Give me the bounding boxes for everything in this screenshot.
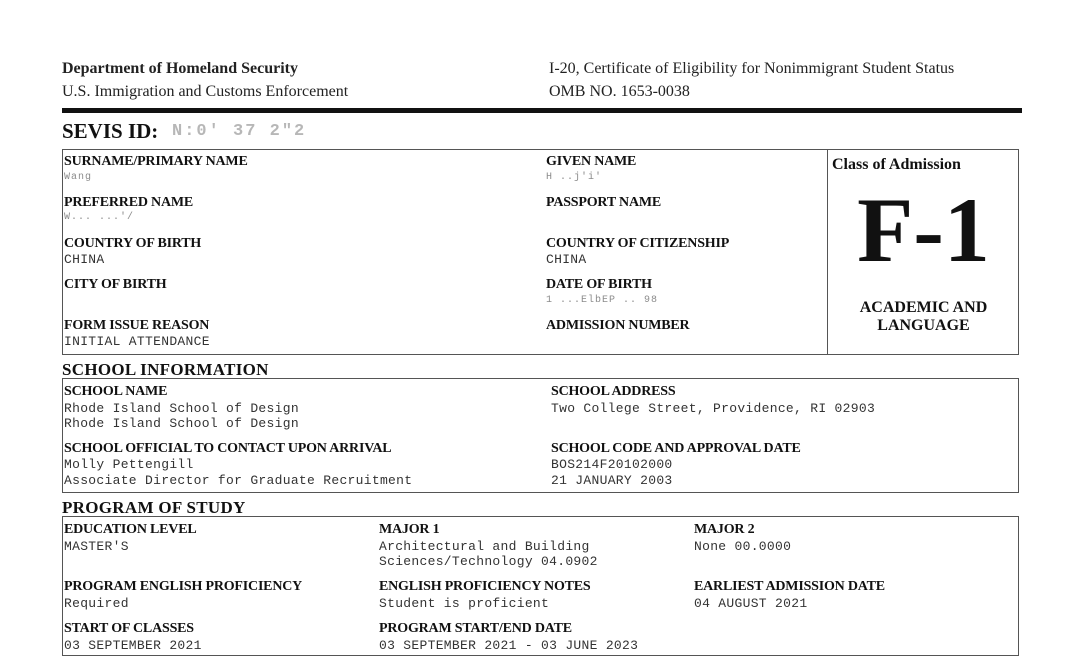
school-approval-date: 21 JANUARY 2003 bbox=[551, 473, 673, 488]
school-code-value: BOS214F20102000 bbox=[551, 457, 673, 472]
major1-line2: Sciences/Technology 04.0902 bbox=[379, 554, 598, 569]
school-official-label: SCHOOL OFFICIAL TO CONTACT UPON ARRIVAL bbox=[64, 441, 392, 456]
preferred-name-label: PREFERRED NAME bbox=[64, 195, 194, 210]
surname-label: SURNAME/PRIMARY NAME bbox=[64, 154, 248, 169]
school-official-title: Associate Director for Graduate Recruitment bbox=[64, 473, 413, 488]
country-of-citizenship-label: COUNTRY OF CITIZENSHIP bbox=[546, 236, 730, 251]
school-official-name: Molly Pettengill bbox=[64, 457, 194, 472]
form-title: I-20, Certificate of Eligibility for Nonimmigrant Student Status bbox=[549, 60, 955, 77]
preferred-name-value: W... ...'/ bbox=[64, 212, 135, 223]
surname-value: Wang bbox=[64, 172, 93, 183]
school-name-line2: Rhode Island School of Design bbox=[64, 416, 299, 431]
agency-name: Department of Homeland Security bbox=[62, 60, 298, 77]
sub-agency-name: U.S. Immigration and Customs Enforcement bbox=[62, 83, 349, 100]
start-of-classes-value: 03 SEPTEMBER 2021 bbox=[64, 638, 202, 653]
class-of-admission-label: Class of Admission bbox=[832, 156, 961, 173]
program-of-study-title: PROGRAM OF STUDY bbox=[62, 498, 246, 517]
english-notes-label: ENGLISH PROFICIENCY NOTES bbox=[379, 579, 591, 594]
program-dates-label: PROGRAM START/END DATE bbox=[379, 621, 572, 636]
header-divider bbox=[62, 108, 1022, 113]
education-level-value: MASTER'S bbox=[64, 539, 129, 554]
admission-category-line1: ACADEMIC AND bbox=[859, 299, 988, 316]
omb-number: OMB NO. 1653-0038 bbox=[549, 83, 690, 100]
earliest-admission-value: 04 AUGUST 2021 bbox=[694, 596, 808, 611]
english-proficiency-label: PROGRAM ENGLISH PROFICIENCY bbox=[64, 579, 303, 594]
country-of-birth-value: CHINA bbox=[64, 252, 105, 267]
city-of-birth-label: CITY OF BIRTH bbox=[64, 277, 167, 292]
date-of-birth-label: DATE OF BIRTH bbox=[546, 277, 652, 292]
country-of-birth-label: COUNTRY OF BIRTH bbox=[64, 236, 202, 251]
school-code-label: SCHOOL CODE AND APPROVAL DATE bbox=[551, 441, 801, 456]
education-level-label: EDUCATION LEVEL bbox=[64, 522, 197, 537]
form-issue-reason-label: FORM ISSUE REASON bbox=[64, 318, 210, 333]
school-name-label: SCHOOL NAME bbox=[64, 384, 168, 399]
sevis-id-label: SEVIS ID: bbox=[62, 119, 159, 143]
program-dates-value: 03 SEPTEMBER 2021 - 03 JUNE 2023 bbox=[379, 638, 639, 653]
school-name-line1: Rhode Island School of Design bbox=[64, 401, 299, 416]
sevis-id-value: N:0' 37 2"2 bbox=[172, 122, 307, 141]
major2-value: None 00.0000 bbox=[694, 539, 792, 554]
given-name-value: H ..j'i' bbox=[546, 172, 603, 183]
date-of-birth-value: 1 ...ElbEP .. 98 bbox=[546, 295, 659, 306]
english-proficiency-value: Required bbox=[64, 596, 129, 611]
major1-line1: Architectural and Building bbox=[379, 539, 590, 554]
school-address-value: Two College Street, Providence, RI 02903 bbox=[551, 401, 876, 416]
major1-label: MAJOR 1 bbox=[379, 522, 440, 537]
admission-category-line2: LANGUAGE bbox=[877, 317, 970, 334]
form-issue-reason-value: INITIAL ATTENDANCE bbox=[64, 334, 210, 349]
class-of-admission-value: F-1 bbox=[857, 179, 990, 281]
passport-name-label: PASSPORT NAME bbox=[546, 195, 662, 210]
country-of-citizenship-value: CHINA bbox=[546, 252, 587, 267]
major2-label: MAJOR 2 bbox=[694, 522, 755, 537]
admission-number-label: ADMISSION NUMBER bbox=[546, 318, 690, 333]
start-of-classes-label: START OF CLASSES bbox=[64, 621, 194, 636]
school-address-label: SCHOOL ADDRESS bbox=[551, 384, 676, 399]
school-information-title: SCHOOL INFORMATION bbox=[62, 360, 269, 379]
english-notes-value: Student is proficient bbox=[379, 596, 550, 611]
earliest-admission-label: EARLIEST ADMISSION DATE bbox=[694, 579, 885, 594]
given-name-label: GIVEN NAME bbox=[546, 154, 637, 169]
